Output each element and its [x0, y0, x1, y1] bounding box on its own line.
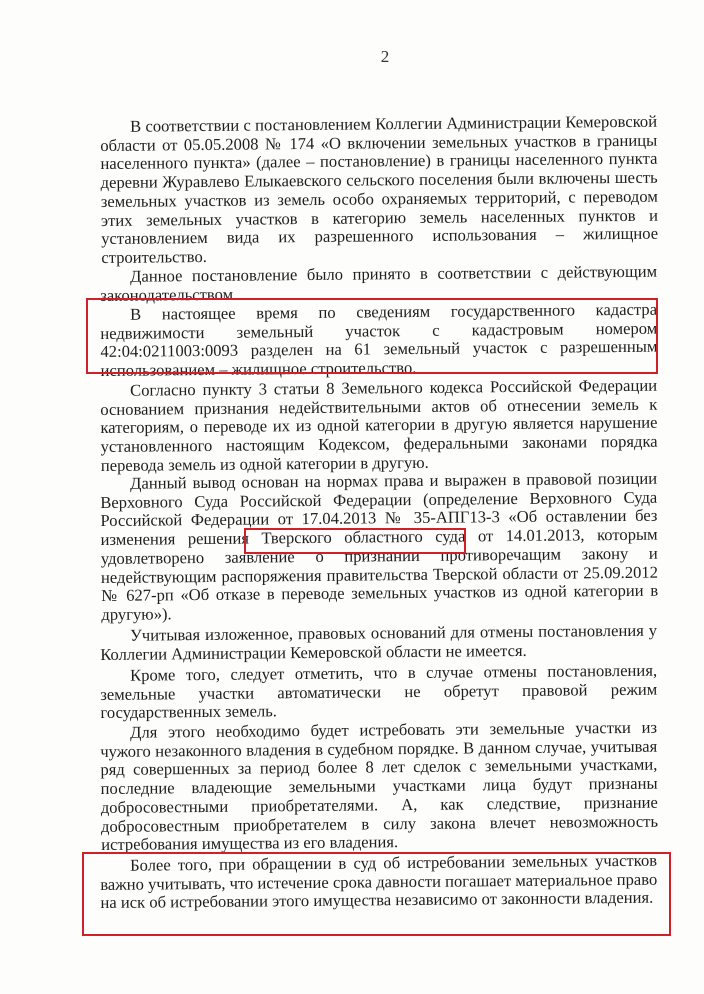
paragraph-4: Согласно пункту 3 статьи 8 Земельного кодекса Российской Федерации основанием признания недействительными актов об отнесении земель к категориям, о переводе их из одной категории в другую является нарушение установленного настоящим Кодексом, федеральными законами порядка перевода земель из одной категории в другую.: [100, 375, 658, 475]
paragraph-7: Кроме того, следует отметить, что в случае отмены постановления, земельные участки автоматически не обретут правовой режим государственных земель.: [100, 660, 658, 723]
paragraph-3: В настоящее время по сведениям государственного кадастра недвижимости земельный участок с кадастровым номером 42:04:0211003:0093 разделен на 61 земельный участок с разрешенным использованием – жилищное строительство.: [100, 299, 658, 381]
paragraph-1: В соответствии с постановлением Коллегии Администрации Кемеровской области от 05.05.2008 № 174 «О включении земельных участков в границы населенного пункта» (далее – постановление) в границы населенного пункта деревни Журавлево Елыкаевского сельского поселения были включены шесть земельных участков из земель особо охраняемых территорий, с переводом этих земельных участков в категорию земель населенных пунктов и установлением вида их разрешенного использования – жилищное строительство.: [100, 111, 659, 267]
page-number: 2: [380, 47, 390, 66]
paragraph-9: Более того, при обращении в суд об истребовании земельных участков важно учитывать, что истечение срока давности погашает материальное право на иск об истребовании этого имущества независимо от законности владения.: [100, 850, 658, 913]
paragraph-6: Учитывая изложенное, правовых оснований для отмены постановления у Коллегии Администрации Кемеровской области не имеется.: [100, 620, 658, 664]
paragraph-2: Данное постановление было принято в соответствии с действующим законодательством.: [100, 261, 658, 305]
paragraph-5: Данный вывод основан на нормах права и выражен в правовой позиции Верховного Суда Российской Федерации (определение Верховного Суда Российской Федерации от 17.04.2013 № 35-АПГ13-3 «Об оставлении без изменения решения Тверского областного суда от 14.01.2013, которым удовлетворено заявление о признании противоречащим закону и недействующим распоряжения правительства Тверской области от 25.09.2012 № 627-рп «Об отказе в переводе земельных участков из одной категории в другую»).: [100, 468, 659, 624]
paragraph-8: Для этого необходимо будет истребовать эти земельные участки из чужого незаконного владения в судебном порядке. В данном случае, учитывая ряд совершенных за период более 8 лет сделок с земельными участками, последние владеющие земельными участками лица будут признаны добросовестными приобретателями. А, как следствие, признание добросовестным приобретателем в силу закона влечет невозможность истребования имущества из его владения.: [100, 717, 659, 855]
